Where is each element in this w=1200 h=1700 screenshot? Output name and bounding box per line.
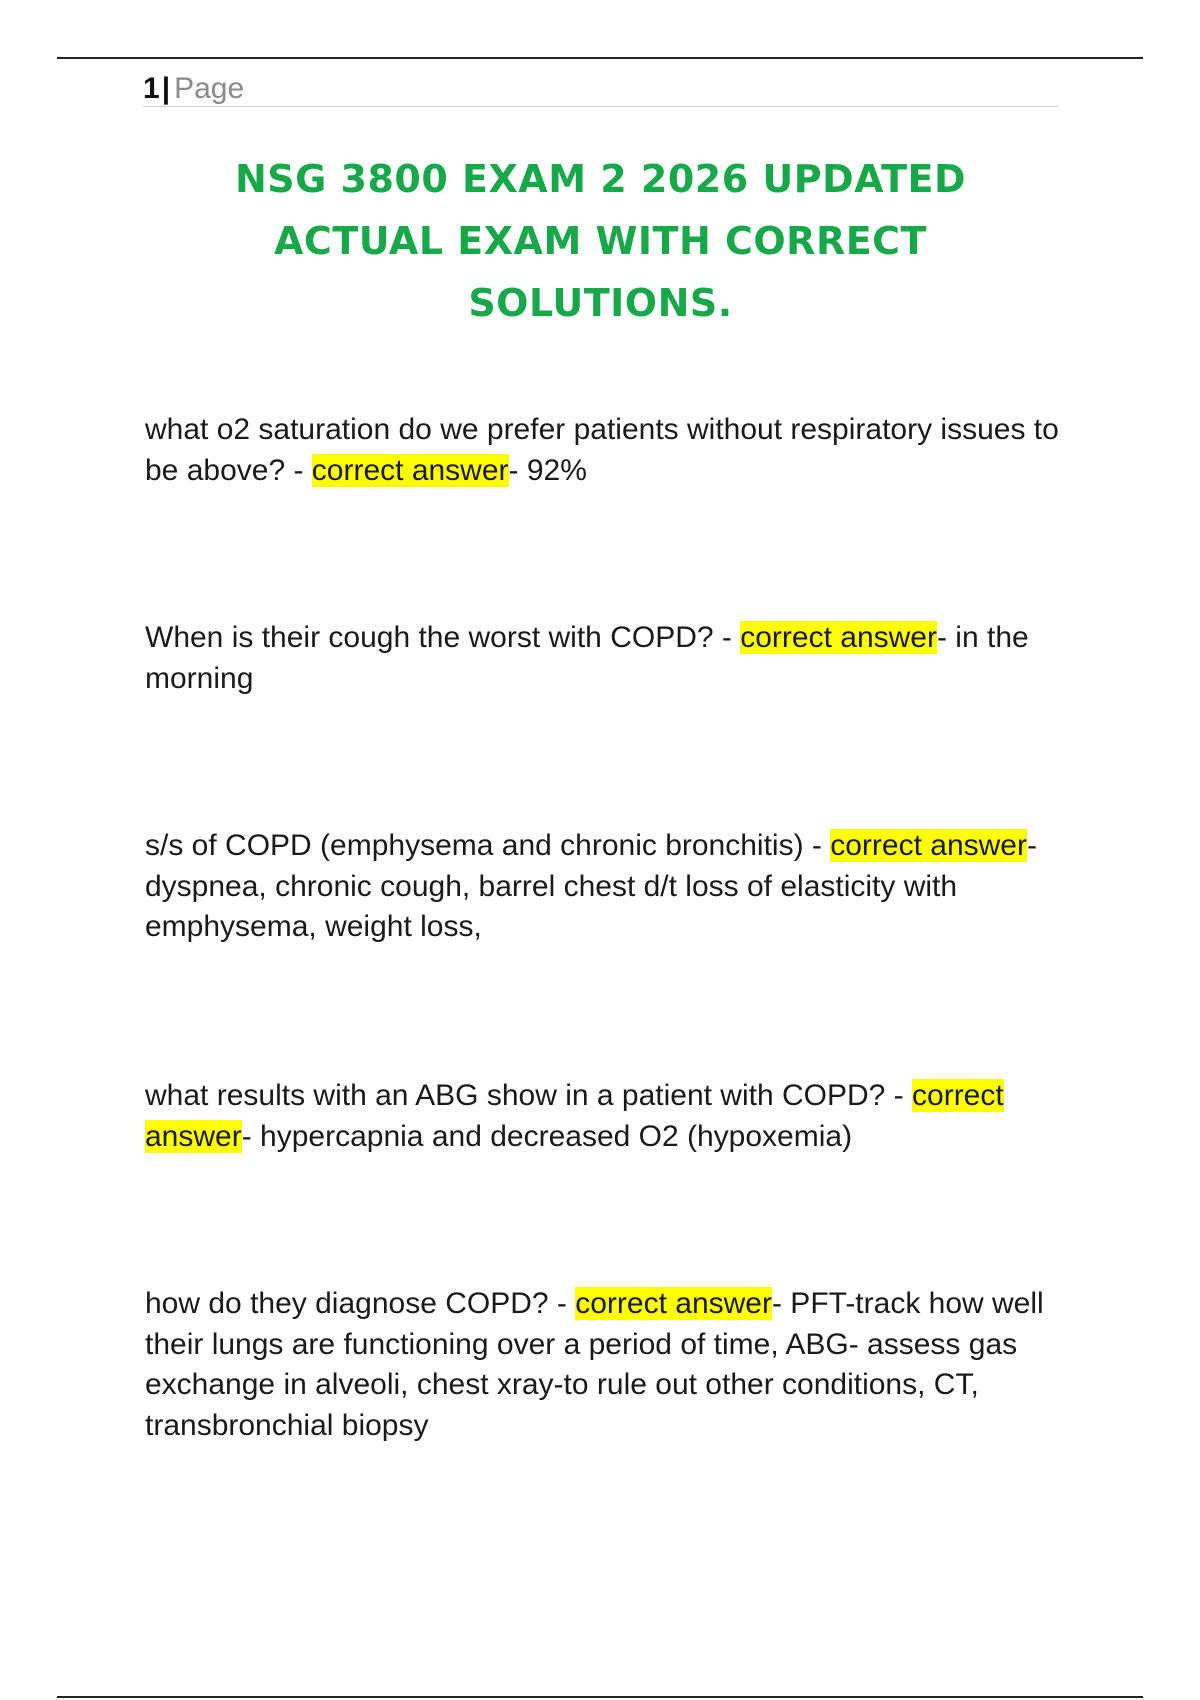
page-header (143, 72, 1058, 107)
correct-answer-marker: correct answer (575, 1287, 772, 1320)
correct-answer-marker: correct answer (311, 453, 509, 487)
question-text: s/s of COPD (emphysema and chronic bronchitis) - (145, 829, 831, 862)
answer-text: - PFT-track how well their lungs are functioning over a period of time, ABG- assess gas exchange in alveoli, chest xray-to rule out other conditions, CT, transbronchial biopsy (145, 1287, 1044, 1442)
title-line-3: SOLUTIONS. (468, 281, 733, 325)
correct-answer-marker: correct answer (830, 829, 1027, 862)
qa-item-2 (145, 618, 1065, 699)
answer-text: - dyspnea, chronic cough, barrel chest d/t loss of elasticity with emphysema, weight loss, (145, 829, 1037, 943)
qa-item-3 (145, 826, 1065, 948)
question-text: how do they diagnose COPD? - (145, 1287, 576, 1320)
correct-answer-marker: correct answer (145, 1079, 1004, 1153)
document-title (143, 148, 1058, 334)
qa-item-5 (145, 1284, 1065, 1446)
qa-item-1 (145, 410, 1065, 491)
title-line-2: ACTUAL EXAM WITH CORRECT (274, 219, 927, 263)
qa-item-4 (145, 1076, 1065, 1157)
answer-text: - 92% (508, 453, 587, 487)
title-line-1: NSG 3800 EXAM 2 2026 UPDATED (234, 157, 967, 201)
answer-text: - hypercapnia and decreased O2 (hypoxemia) (241, 1119, 853, 1153)
page-label: Page (174, 72, 245, 105)
page-number: 1 (143, 72, 160, 105)
page-separator: | (161, 72, 171, 105)
question-text: what results with an ABG show in a patient with COPD? - (145, 1079, 913, 1112)
question-text: what o2 saturation do we prefer patients without respiratory issues to be above? - (145, 413, 1059, 487)
correct-answer-marker: correct answer (740, 621, 937, 654)
question-text: When is their cough the worst with COPD? - (145, 621, 741, 654)
top-rule (57, 57, 1143, 59)
bottom-rule (57, 1696, 1143, 1698)
answer-text: - in the morning (145, 621, 1029, 695)
